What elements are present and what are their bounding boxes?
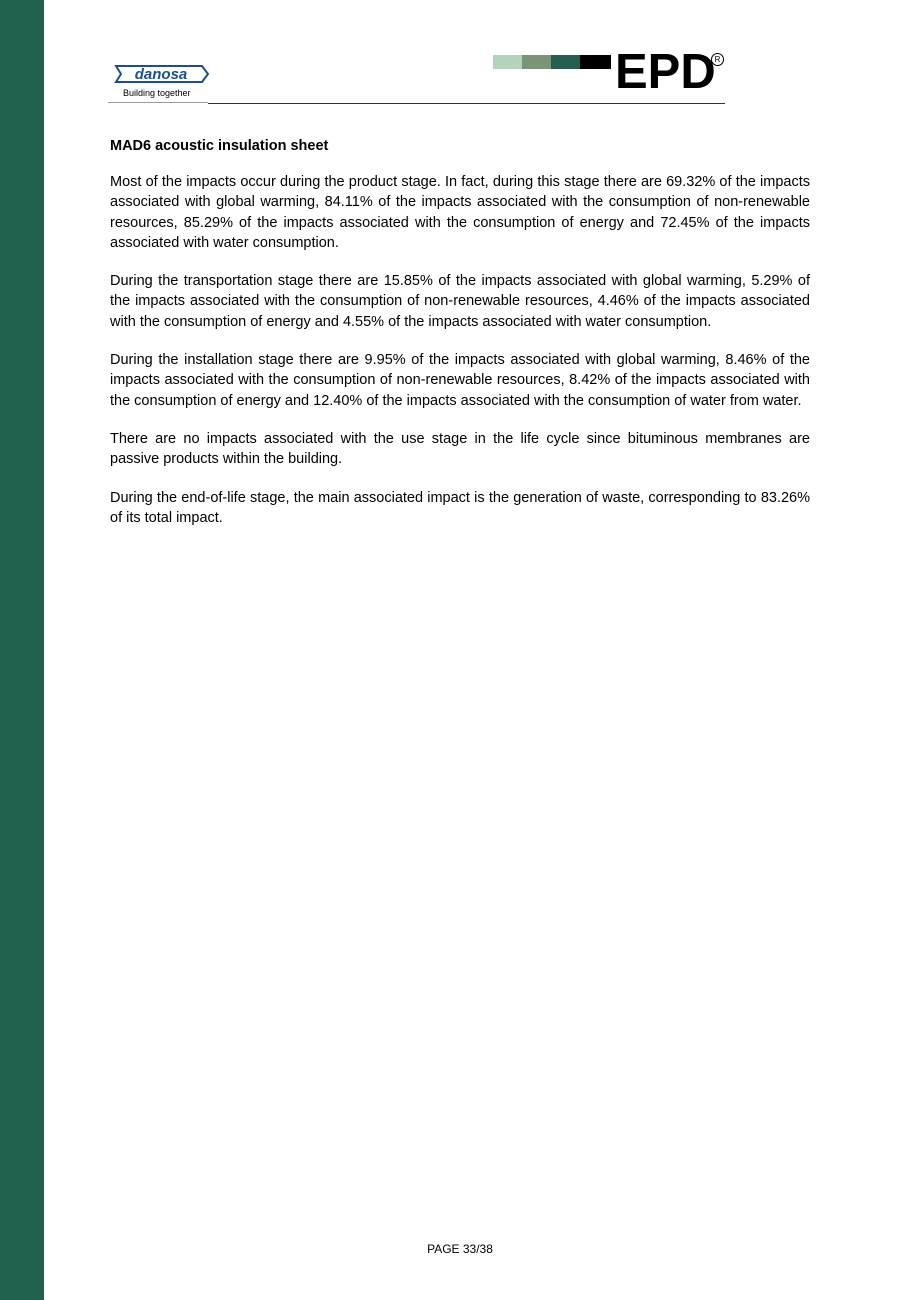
epd-color-bar bbox=[551, 55, 580, 69]
danosa-logo-mark bbox=[110, 60, 210, 90]
registered-icon: R bbox=[711, 53, 724, 66]
logo-underline bbox=[108, 102, 208, 103]
epd-mark: EPD bbox=[615, 45, 716, 99]
left-sidebar-band bbox=[0, 0, 44, 1300]
paragraph-product-stage: Most of the impacts occur during the product stage. In fact, during this stage there are 69.32% of the impacts associated with global warming, 84.11% of the impacts associated with the consumption of non-renewable resources, 85.29% of the impacts associated with the consumption of energy and 72.45% of the impacts associated with water consumption. bbox=[110, 174, 810, 251]
epd-color-bars bbox=[493, 55, 611, 69]
epd-color-bar bbox=[522, 55, 551, 69]
paragraph-installation-stage: During the installation stage there are 9.95% of the impacts associated with global warming, 8.46% of the impacts associated with the consumption of non-renewable resources, 8.42% of the impacts associated with the consumption of energy and 12.40% of the impacts associated with the consumption of water from water. bbox=[110, 352, 810, 409]
main-content bbox=[110, 136, 810, 546]
paragraph-use-stage: There are no impacts associated with the use stage in the life cycle since bituminous membranes are passive products within the building. bbox=[110, 430, 810, 468]
section-title: MAD6 acoustic insulation sheet bbox=[110, 138, 329, 154]
logo-wordmark: danosa bbox=[134, 66, 188, 83]
epd-color-bar bbox=[580, 55, 611, 69]
page-number: PAGE 33/38 bbox=[427, 1242, 493, 1256]
epd-color-bar bbox=[493, 55, 522, 69]
paragraph-transportation-stage: During the transportation stage there are 15.85% of the impacts associated with global warming, 5.29% of the impacts associated with the consumption of non-renewable resources, 4.46% of the impacts associated with the consumption of energy and 4.55% of the impacts associated with water consumption. bbox=[110, 273, 810, 330]
logo-tagline: Building together bbox=[123, 88, 191, 98]
paragraph-end-of-life-stage: During the end-of-life stage, the main associated impact is the generation of waste, corresponding to 83.26% of its total impact. bbox=[110, 489, 810, 526]
danosa-logo bbox=[110, 60, 210, 102]
header-divider bbox=[208, 103, 725, 104]
